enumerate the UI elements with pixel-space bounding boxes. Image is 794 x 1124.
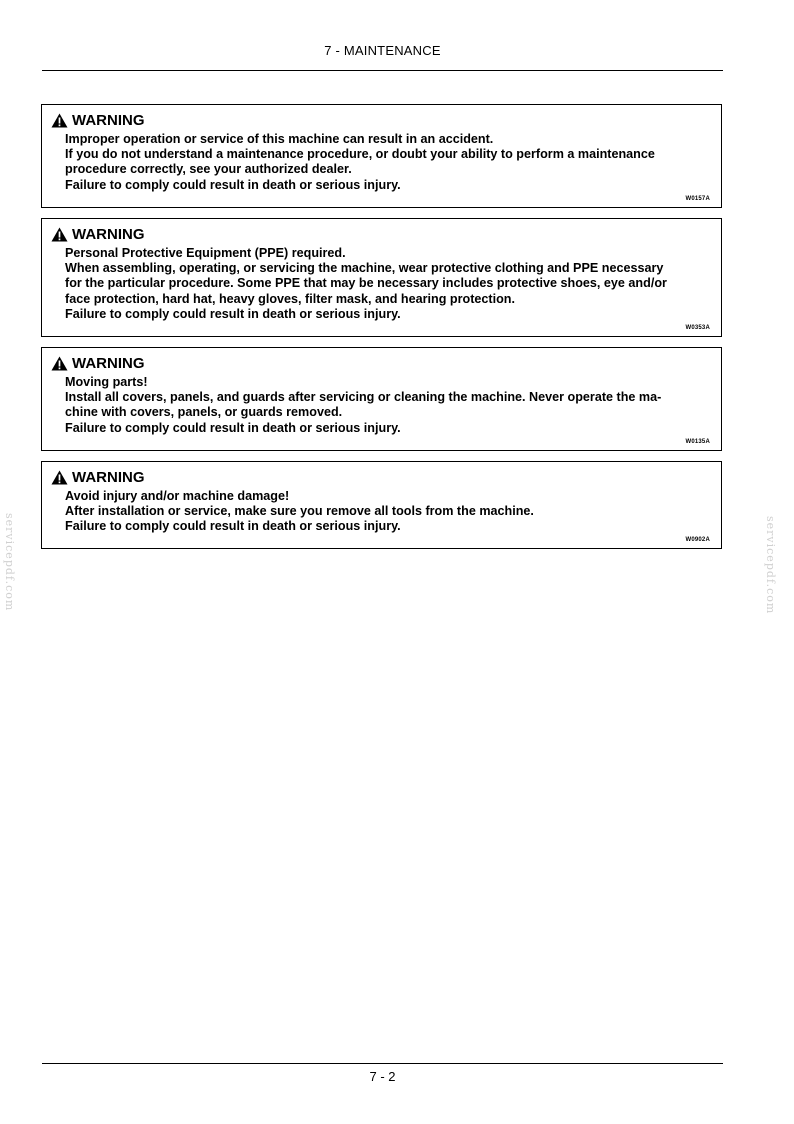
warning-title <box>51 226 145 243</box>
warning-line: face protection, hard hat, heavy gloves, filter mask, and hearing protection. <box>65 291 515 306</box>
warning-triangle-icon <box>51 227 68 242</box>
warning-title <box>51 112 145 129</box>
warning-title-label: WARNING <box>72 226 145 243</box>
warning-body <box>65 132 701 193</box>
warning-line: procedure correctly, see your authorized dealer. <box>65 162 352 177</box>
warning-code: W0353A <box>685 325 710 331</box>
section-header: 7 - MAINTENANCE <box>324 43 441 58</box>
warning-line: for the particular procedure. Some PPE that may be necessary includes protective shoes, eye and/or <box>65 276 667 291</box>
watermark-left: servicepdf.com <box>3 513 16 612</box>
warning-title-label: WARNING <box>72 469 145 486</box>
warning-box-operation <box>41 104 722 208</box>
warning-title <box>51 355 145 372</box>
warning-body <box>65 375 701 436</box>
warning-line: When assembling, operating, or servicing the machine, wear protective clothing and PPE necessary <box>65 261 664 276</box>
warning-title <box>51 469 145 486</box>
footer-rule <box>42 1063 723 1064</box>
warning-line: chine with covers, panels, or guards removed. <box>65 405 343 420</box>
warning-box-tools <box>41 461 722 549</box>
page-number: 7 - 2 <box>369 1069 396 1084</box>
warning-body <box>65 246 701 322</box>
warning-body <box>65 489 701 535</box>
warning-triangle-icon <box>51 470 68 485</box>
watermark-right: servicepdf.com <box>764 516 777 615</box>
warning-code: W0902A <box>685 537 710 543</box>
warning-line: Failure to comply could result in death or serious injury. <box>65 519 401 534</box>
warning-code: W0135A <box>685 439 710 445</box>
warning-line: Failure to comply could result in death or serious injury. <box>65 177 401 192</box>
warning-title-label: WARNING <box>72 112 145 129</box>
warning-triangle-icon <box>51 356 68 371</box>
warning-line: Improper operation or service of this machine can result in an accident. <box>65 132 494 146</box>
warning-line: After installation or service, make sure you remove all tools from the machine. <box>65 504 534 519</box>
warning-line: Install all covers, panels, and guards after servicing or cleaning the machine. Never operate the ma- <box>65 390 662 405</box>
warning-line: Personal Protective Equipment (PPE) required. <box>65 246 346 260</box>
warning-line: Avoid injury and/or machine damage! <box>65 489 290 503</box>
warning-line: Failure to comply could result in death or serious injury. <box>65 420 401 435</box>
warning-code: W0157A <box>685 196 710 202</box>
warning-triangle-icon <box>51 113 68 128</box>
warning-title-label: WARNING <box>72 355 145 372</box>
warning-line: If you do not understand a maintenance procedure, or doubt your ability to perform a maintenance <box>65 147 655 162</box>
warning-line: Moving parts! <box>65 375 148 389</box>
warning-box-ppe <box>41 218 722 337</box>
header-rule <box>42 70 723 71</box>
warning-box-moving-parts <box>41 347 722 451</box>
warning-line: Failure to comply could result in death or serious injury. <box>65 306 401 321</box>
